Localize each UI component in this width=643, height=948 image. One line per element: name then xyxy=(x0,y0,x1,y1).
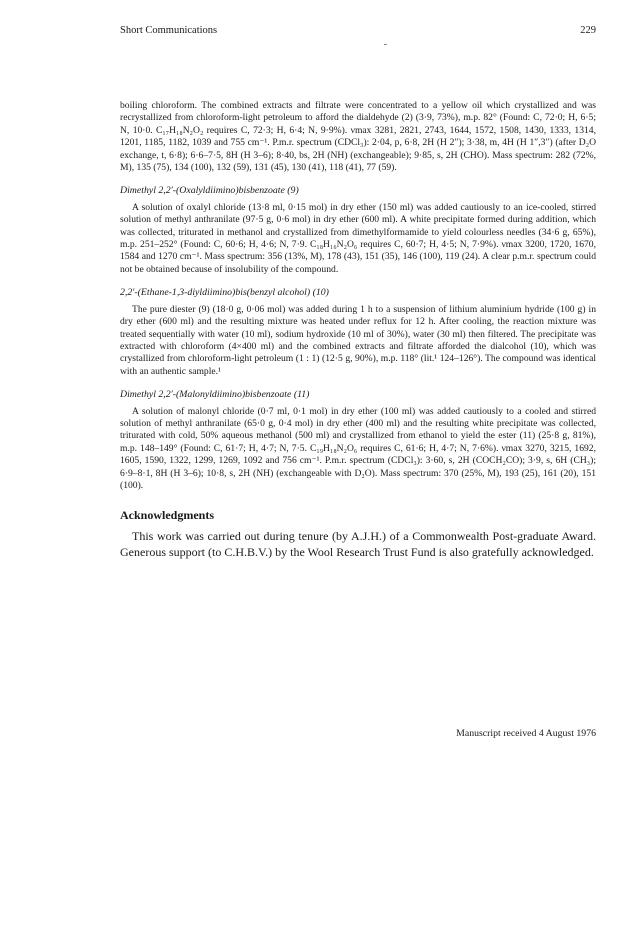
heading-compound-9: Dimethyl 2,2′-(Oxalyldiimino)bisbenzoate (9) xyxy=(120,185,299,197)
paragraph-compound-9: A solution of oxalyl chloride (13·8 ml, 0·15 mol) in dry ether (150 ml) was added cautiously to an ice-cooled, stirred solution of methyl anthranilate (97·5 g, 0·6 mol) in dry ether (600 ml). A white precipitate formed during addition, which was collected, triturated in methanol and crystallized from dimethylformamide to yield colourless needles (34·6 g, 65%), m.p. 251–252° (Found: C, 60·6; H, 4·6; N, 7·9. C₁₈H₁₆N₂O₆ requires C, 60·7; H, 4·5; N, 7·9%). νmax 3200, 1720, 1670, 1584 and 1270 cm⁻¹. Mass spectrum: 356 (13%, M), 178 (43), 151 (35), 146 (100), 119 (24). A clear p.m.r. spectrum could not be obtained because of insolubility of the compound. xyxy=(120,201,596,275)
paragraph-dialdehyde-continued: boiling chloroform. The combined extracts and filtrate were concentrated to a yellow oil which crystallized and was recrystallized from chloroform-light petroleum to afford the dialdehyde (2) (3·9, 73%), m.p. 82° (Found: C, 72·0; H, 6·5; N, 10·0. C₁₇H₁₈N₂O₂ requires C, 72·3; H, 6·4; N, 9·9%). νmax 3281, 2821, 2743, 1644, 1572, 1508, 1430, 1333, 1314, 1201, 1185, 1182, 1039 and 755 cm⁻¹. P.m.r. spectrum (CDCl₃): 2·04, p, 6·8, 2H (H 2″); 3·38, m, 4H (H 1″,3″) (after D₂O exchange, t, 6·8); 6·6–7·5, 8H (H 3–6); 8·40, bs, 2H (NH) (exchangeable); 9·85, s, 2H (CHO). Mass spectrum: 282 (72%, M), 135 (75), 134 (100), 132 (59), 131 (45), 130 (41), 118 (41), 77 (59). xyxy=(120,100,596,174)
manuscript-received: Manuscript received 4 August 1976 xyxy=(456,728,596,739)
acknowledgments-heading: Acknowledgments xyxy=(120,508,215,523)
paragraph-compound-11: A solution of malonyl chloride (0·7 ml, 0·1 mol) in dry ether (100 ml) was added cautiously to a cooled and stirred solution of methyl anthranilate (65·0 g, 0·4 mol) in dry ether (400 ml) and the resulting white precipitate was collected, triturated with cold, 50% aqueous methanol (500 ml) and crystallized from ethanol to yield the ester (11) (25·8 g, 81%), m.p. 148–149° (Found: C, 61·7; H, 4·7; N, 7·5. C₁₉H₁₈N₂O₆ requires C, 61·6; H, 4·7; N, 7·6%). νmax 3270, 3215, 1692, 1605, 1590, 1322, 1299, 1269, 1092 and 756 cm⁻¹. P.m.r. spectrum (CDCl₃): 3·60, s, 2H (COCH₂CO); 3·9, s, 6H (CH₃); 6·9–8·1, 8H (H 3–6); 10·8, s, 2H (NH) (exchangeable with D₂O). Mass spectrum: 370 (25%, M), 193 (25), 161 (20), 151 (100). xyxy=(120,405,596,491)
heading-compound-11: Dimethyl 2,2′-(Malonyldiimino)bisbenzoate (11) xyxy=(120,389,310,401)
paragraph-compound-10: The pure diester (9) (18·0 g, 0·06 mol) was added during 1 h to a suspension of lithium aluminium hydride (100 g) in dry ether (600 ml) and the resulting mixture was heated under reflux for 12 h. After cooling, the reaction mixture was treated sequentially with water (10 ml), sodium hydroxide (10 ml of 30%), water (30 ml) then filtered. The precipitate was extracted with chloroform (4×400 ml) and the combined extracts and filtrate afforded the dialcohol (10), which was crystallized from chloroform-light petroleum (1 : 1) (12·5 g, 90%), m.p. 118° (lit.¹ 124–126°). The compound was identical with an authentic sample.¹ xyxy=(120,303,596,377)
scan-mark xyxy=(384,44,387,45)
heading-compound-10: 2,2′-(Ethane-1,3-diyldiimino)bis(benzyl alcohol) (10) xyxy=(120,287,329,299)
running-head xyxy=(120,24,596,38)
acknowledgments-text: This work was carried out during tenure (by A.J.H.) of a Commonwealth Post-graduate Award. Generous support (to C.H.B.V.) by the Wool Research Trust Fund is also gratefully acknowledged. xyxy=(120,529,596,559)
article-body xyxy=(120,100,596,560)
page-number: 229 xyxy=(580,25,596,36)
journal-section-title: Short Communications xyxy=(120,25,218,36)
